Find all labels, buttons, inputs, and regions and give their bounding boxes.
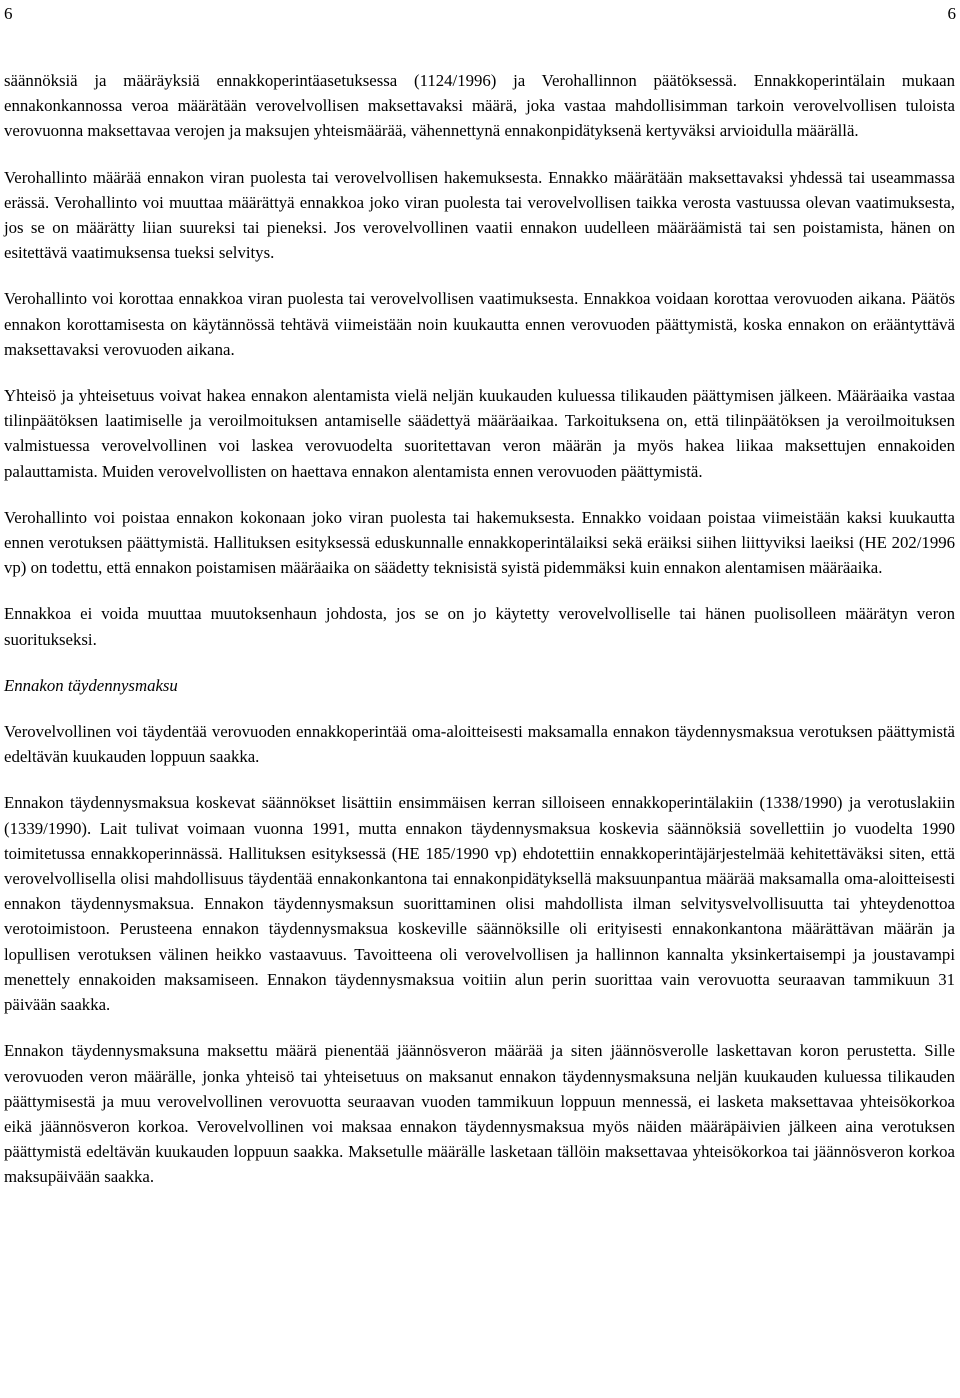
document-body (4, 68, 955, 1190)
section-heading: Ennakon täydennysmaksu (4, 675, 178, 695)
page-number-left: 6 (4, 4, 13, 23)
paragraph-supplementary-payment-intro: Verovelvollinen voi täydentää verovuoden ennakkoperintää oma-aloitteisesti maksamalla ennakon täydennysmaksua verotuksen päättymistä edeltävän kuukauden loppuun saakka. (4, 722, 955, 767)
paragraph-prepayment-assessment: Verohallinto määrää ennakon viran puolesta tai verovelvollisen hakemuksesta. Ennakko määrätään maksettavaksi yhdessä tai useammassa erässä. Verohallinto voi muuttaa määrättyä ennakkoa joko viran puolesta tai verovelvollisen taikka verosta vastuussa olevan vaatimuksesta, jos se on määrätty liian suureksi tai pieneksi. Jos verovelvollinen vaatii ennakon uudelleen määräämistä tai sen poistamista, hänen on esitettävä vaatimuksensa tueksi selvitys. (4, 167, 955, 263)
page-number-right: 6 (947, 4, 956, 23)
paragraph-tax-provisions: säännöksiä ja määräyksiä ennakkoperintäasetuksessa (1124/1996) ja Verohallinnon päätöksessä. Ennakkoperintälain mukaan ennakonkannossa veroa määrätään verovelvollisen maksettavaksi määrä, joka vastaa mahdollisimman tarkoin verovelvollisen tuloista verovuonna maksettavaa verojen ja maksujen yhteismäärää, vähennettynä ennakonpidätyksenä kertyväksi arvioidulla määrällä. (4, 71, 955, 141)
paragraph-supplementary-payment-history: Ennakon täydennysmaksua koskevat säännökset lisättiin ensimmäisen kerran silloiseen ennakkoperintälakiin (1338/1990) ja verotuslakiin (1339/1990). Lait tulivat voimaan vuonna 1991, mutta ennakon täydennysmaksua koskevia säännöksiä sovellettiin jo vuodelta 1990 toimitetussa ennakkoperinnässä. Hallituksen esityksessä (HE 185/1990 vp) ehdotettiin ennakkoperintäjärjestelmää kehitettäväksi siten, että verovelvollisella olisi mahdollisuus täydentää ennakonkantona tai ennakonpidätyksellä maksuunpantua määrää maksamalla oma-aloitteisesti ennakon täydennysmaksua. Ennakon täydennysmaksun suorittaminen olisi mahdollista ilman selvitysvelvollisuutta tai yhteydenottoa verotoimistoon. Perusteena ennakon täydennysmaksua koskeville säännöksille oli erityisesti ennakonkantona määrättävan määrän ja lopullisen verotuksen välinen heikko vastaavuus. Tavoitteena oli verovelvollisen ja hallinnon kannalta yksinkertaisempi ja joustavampi menettely ennakoiden maksamiseen. Ennakon täydennysmaksua voitiin alun perin suorittaa vain verovuotta seuraavan tammikuun 31 päivään saakka. (4, 793, 955, 1015)
paragraph-appeal-restriction: Ennakkoa ei voida muuttaa muutoksenhaun johdosta, jos se on jo käytetty verovelvolliselle tai hänen puolisolleen määrätyn veron suoritukseksi. (4, 604, 955, 649)
paragraph-supplementary-payment-interest: Ennakon täydennysmaksuna maksettu määrä pienentää jäännösveron määrää ja siten jäännösverolle laskettavan koron perustetta. Sille verovuoden veron määrälle, jonka yhteisö tai yhteisetuus on maksanut ennakon täydennysmaksuna neljän kuukauden kuluessa tilikauden päättymisestä ja muu verovelvollinen verovuotta seuraavan vuoden tammikuun loppuun mennessä, ei lasketa maksettavaa yhteisökorkoa eikä jäännösveron korkoa. Verovelvollinen voi maksaa ennakon täydennysmaksua myös näiden määräpäivien jälkeen aina verotuksen päättymistä edeltävän kuukauden loppuun saakka. Maksetulle määrälle lasketaan tällöin maksettavaa yhteisökorkoa tai jäännösveron korkoa maksupäivään saakka. (4, 1041, 955, 1187)
paragraph-prepayment-removal: Verohallinto voi poistaa ennakon kokonaan joko viran puolesta tai hakemuksesta. Ennakko voidaan poistaa viimeistään kaksi kuukautta ennen verotuksen päättymistä. Hallituksen esityksessä eduskunnalle ennakkoperintälaiksi sekä eräiksi siihen liittyviksi laeiksi (HE 202/1996 vp) on todettu, että ennakon poistamisen määräaika on säädetty teknisistä syistä pidemmäksi kuin ennakon alentamisen määräaika. (4, 507, 955, 578)
paragraph-prepayment-increase: Verohallinto voi korottaa ennakkoa viran puolesta tai verovelvollisen vaatimuksesta. Ennakkoa voidaan korottaa verovuoden aikana. Päätös ennakon korottamisesta on käytännössä tehtävä viimeistään noin kuukautta ennen verovuoden päättymistä, koska ennakon on erääntyttävä maksettavaksi verovuoden aikana. (4, 289, 955, 359)
paragraph-prepayment-reduction: Yhteisö ja yhteisetuus voivat hakea ennakon alentamista vielä neljän kuukauden kuluessa tilikauden päättymisen jälkeen. Määräaika vastaa tilinpäätöksen laatimiselle ja veroilmoituksen antamiselle säädettyä määräaikaa. Tarkoituksena on, että tilinpäätöksen ja veroilmoituksen valmistuessa verovelvollinen voi laskea verovuodelta suoritettavan veron määrän ja myös hakea liikaa maksettujen ennakoiden palauttamista. Muiden verovelvollisten on haettava ennakon alentamista ennen verovuoden päättymistä. (4, 386, 955, 481)
